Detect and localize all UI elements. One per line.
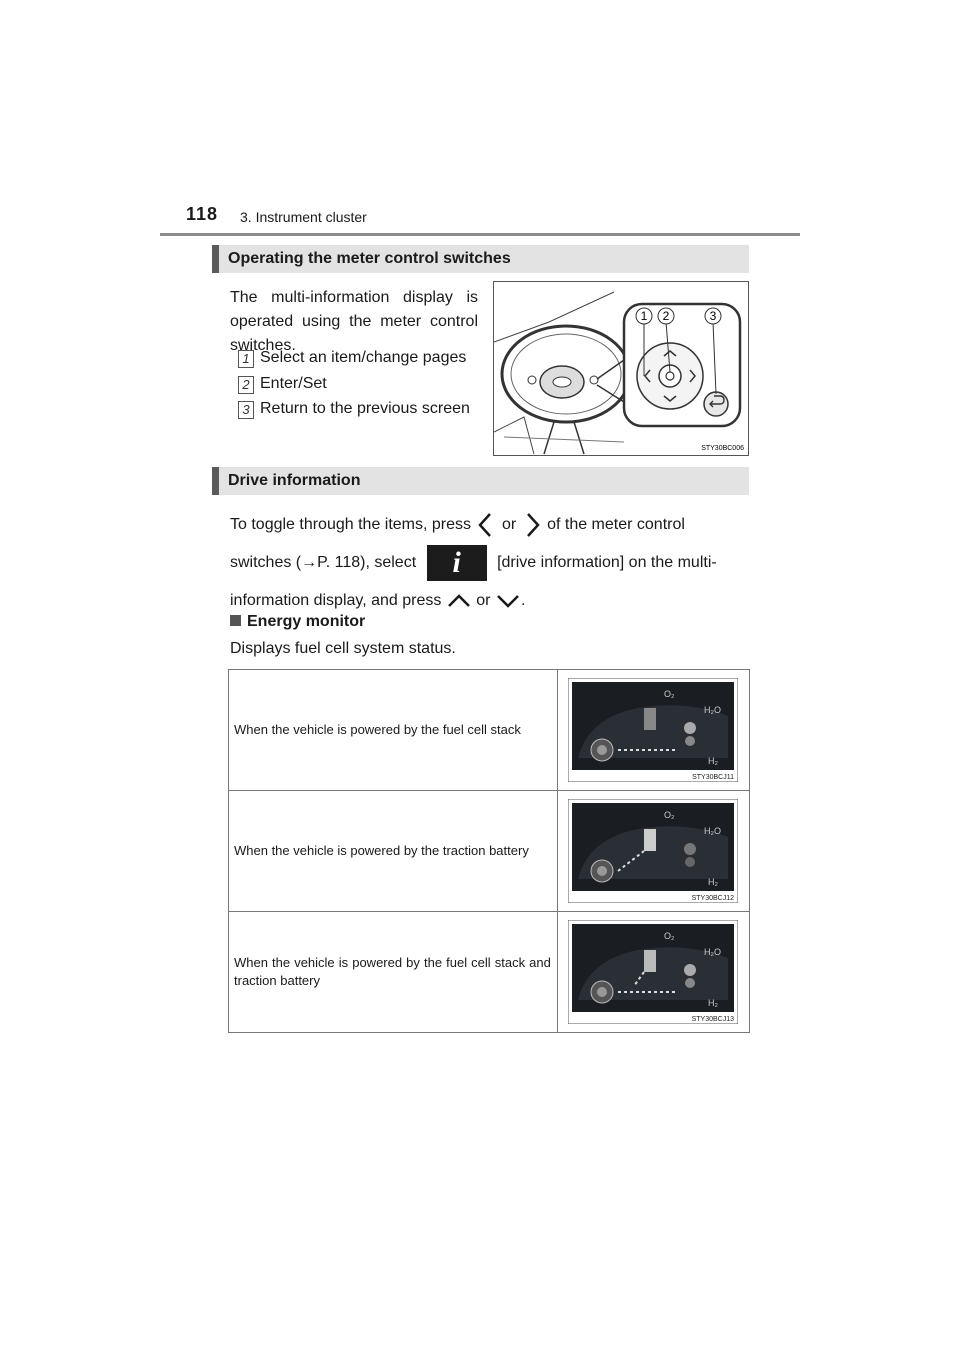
toggle-text-2: of the meter control switches (→P. 118), select: [230, 516, 685, 571]
section-heading-drive-information: Drive information: [212, 467, 749, 495]
h2o-label: H₂O: [704, 826, 722, 836]
energy-monitor-screen: [568, 678, 738, 782]
or-text: or: [476, 592, 491, 609]
energy-monitor-screen: [568, 920, 738, 1024]
page-number: 118: [186, 204, 219, 224]
toggle-text-1: To toggle through the items, press: [230, 516, 472, 533]
callout-2: 2: [662, 309, 670, 323]
o2-label: O₂: [664, 931, 675, 941]
item-text: Select an item/change pages: [260, 349, 467, 366]
row-label: When the vehicle is powered by the fuel cell stack and traction battery: [229, 912, 558, 1033]
or-text: or: [501, 516, 517, 533]
chevron-right-icon: [521, 512, 543, 538]
energy-monitor-table: [228, 669, 750, 1033]
table-row: [229, 791, 750, 912]
row-label: When the vehicle is powered by the traction battery: [229, 791, 558, 912]
subheading-energy-monitor: [230, 613, 365, 631]
image-caption: STY30BCJ13: [692, 1016, 735, 1023]
row-image: [557, 912, 749, 1033]
bullet-square-icon: [230, 615, 241, 626]
steering-switch-figure: [493, 281, 749, 456]
table-row: [229, 670, 750, 791]
chevron-down-icon: [495, 592, 521, 610]
toggle-instructions: [230, 506, 750, 620]
subheading-text: Energy monitor: [247, 613, 366, 630]
section-heading-meter-switches: Operating the meter control switches: [212, 245, 749, 273]
table-row: [229, 912, 750, 1033]
steering-wheel-illustration: [494, 282, 748, 455]
header-rule: [160, 233, 800, 236]
image-caption: STY30BCJ12: [692, 895, 735, 902]
callout-3: 3: [709, 309, 717, 323]
h2-label: H₂: [708, 998, 719, 1008]
image-caption: STY30BCJ11: [692, 774, 735, 781]
row-image: [557, 791, 749, 912]
figure-caption: STY30BC006: [701, 445, 744, 452]
row-label: When the vehicle is powered by the fuel cell stack: [229, 670, 558, 791]
h2o-label: H₂O: [704, 947, 722, 957]
callout-1: 1: [640, 309, 648, 323]
item-number: 3: [238, 401, 254, 419]
row-image: [557, 670, 749, 791]
intro-paragraph: The multi-information display is operated using the meter control switches.: [230, 289, 478, 354]
item-text: Enter/Set: [260, 375, 327, 392]
energy-monitor-screen: [568, 799, 738, 903]
chevron-left-icon: [475, 512, 497, 538]
list-item: [238, 397, 480, 421]
o2-label: O₂: [664, 689, 675, 699]
period: .: [520, 592, 526, 609]
h2o-label: H₂O: [704, 705, 722, 715]
item-text: Return to the previous screen: [260, 400, 470, 417]
o2-label: O₂: [664, 810, 675, 820]
h2-label: H₂: [708, 877, 719, 887]
item-number: 1: [238, 350, 254, 368]
list-item: [238, 346, 480, 370]
chevron-up-icon: [446, 592, 472, 610]
list-item: [238, 372, 480, 396]
item-number: 2: [238, 376, 254, 394]
chapter-title: 3. Instrument cluster: [240, 209, 367, 225]
toggle-text-3: [drive information] on the multi-information display, and press: [230, 554, 717, 609]
energy-monitor-description: Displays fuel cell system status.: [230, 640, 456, 657]
info-icon: i: [427, 545, 487, 581]
h2-label: H₂: [708, 756, 719, 766]
